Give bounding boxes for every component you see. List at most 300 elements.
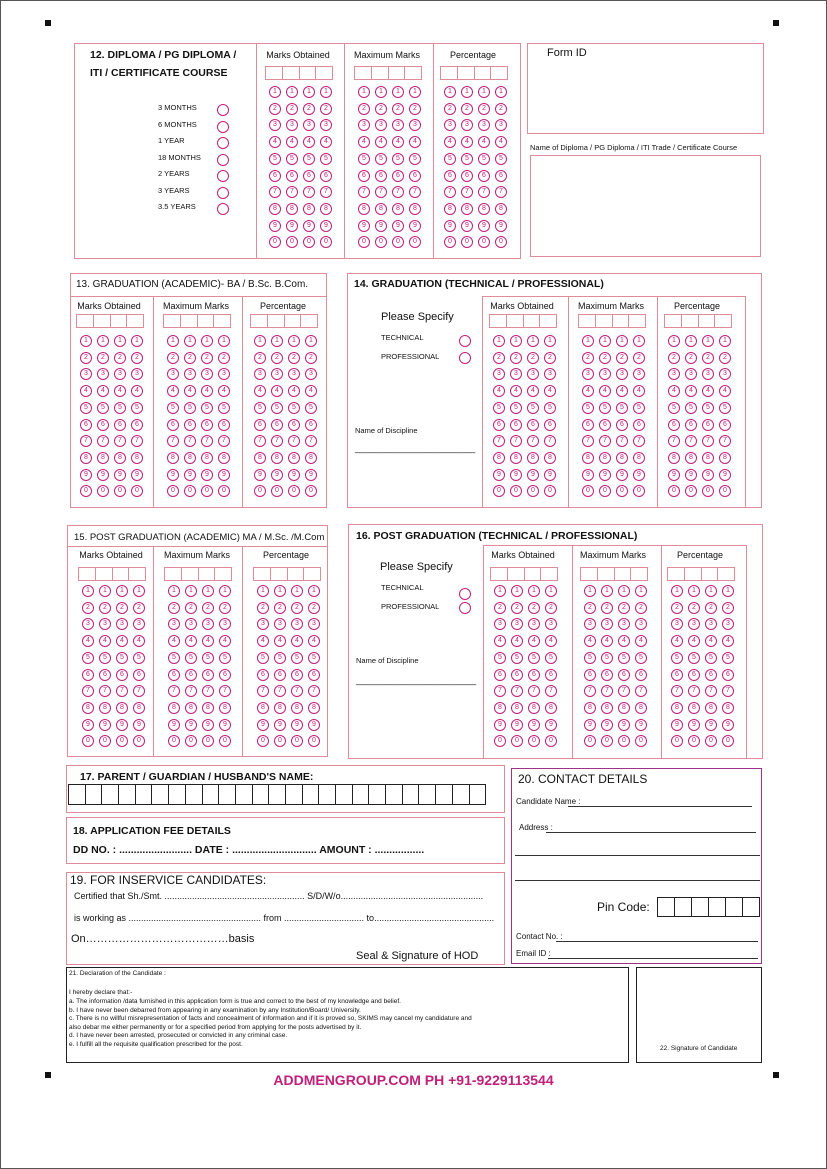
digit-bubble[interactable]: 5 [685,402,697,414]
duration-radio[interactable] [217,121,229,133]
application-fee-line[interactable]: DD NO. : ......................... DATE : ............................. AMOUNT : ................. [73,844,425,856]
digit-bubble[interactable]: 3 [633,368,645,380]
digit-bubble[interactable]: 7 [168,685,180,697]
candidate-name-line[interactable] [568,806,752,807]
digit-bubble[interactable]: 6 [288,419,300,431]
digit-bubble[interactable]: 6 [493,419,505,431]
digit-bubble[interactable]: 8 [375,203,387,215]
digit-bubble[interactable]: 5 [82,652,94,664]
digit-bubble[interactable]: 2 [99,602,111,614]
digit-bubble[interactable]: 0 [544,485,556,497]
digit-bubble[interactable]: 8 [116,702,128,714]
digit-bubble[interactable]: 5 [97,402,109,414]
digit-bubble[interactable]: 9 [478,220,490,232]
digit-bubble[interactable]: 3 [719,368,731,380]
duration-radio[interactable] [217,137,229,149]
score-cell[interactable] [199,568,216,580]
digit-bubble[interactable]: 3 [545,618,557,630]
digit-bubble[interactable]: 1 [444,86,456,98]
digit-bubble[interactable]: 7 [184,435,196,447]
score-cells-pct[interactable] [664,314,732,328]
digit-bubble[interactable]: 2 [582,352,594,364]
score-cell[interactable] [304,568,320,580]
score-cells-pct[interactable] [667,567,735,581]
digit-bubble[interactable]: 6 [167,419,179,431]
digit-bubble[interactable]: 8 [544,452,556,464]
digit-bubble[interactable]: 6 [599,419,611,431]
digit-bubble[interactable]: 8 [269,203,281,215]
digit-bubble[interactable]: 6 [303,170,315,182]
digit-bubble[interactable]: 0 [97,485,109,497]
digit-bubble[interactable]: 5 [392,153,404,165]
digit-bubble[interactable]: 4 [633,385,645,397]
digit-bubble[interactable]: 3 [308,618,320,630]
digit-bubble[interactable]: 7 [291,685,303,697]
digit-bubble[interactable]: 4 [705,635,717,647]
score-cell[interactable] [301,315,317,327]
digit-bubble[interactable]: 9 [461,220,473,232]
digit-bubble[interactable]: 3 [257,618,269,630]
digit-bubble[interactable]: 3 [705,618,717,630]
digit-bubble[interactable]: 0 [269,236,281,248]
digit-bubble[interactable]: 5 [167,402,179,414]
score-cell[interactable] [129,568,145,580]
digit-bubble[interactable]: 5 [271,402,283,414]
digit-bubble[interactable]: 0 [308,735,320,747]
digit-bubble[interactable]: 6 [274,669,286,681]
digit-bubble[interactable]: 1 [688,585,700,597]
inservice-line2[interactable]: is working as ..................................................... from ................................ to................................................ [74,913,495,923]
digit-bubble[interactable]: 9 [271,469,283,481]
digit-bubble[interactable]: 6 [97,419,109,431]
digit-bubble[interactable]: 8 [99,702,111,714]
digit-bubble[interactable]: 1 [82,585,94,597]
digit-bubble[interactable]: 3 [274,618,286,630]
digit-bubble[interactable]: 1 [303,86,315,98]
digit-bubble[interactable]: 5 [527,402,539,414]
name-cell[interactable] [236,785,253,804]
digit-bubble[interactable]: 5 [511,652,523,664]
score-cell[interactable] [685,568,702,580]
digit-bubble[interactable]: 1 [461,86,473,98]
digit-bubble[interactable]: 4 [219,635,231,647]
digit-bubble[interactable]: 3 [218,368,230,380]
digit-bubble[interactable]: 1 [478,86,490,98]
digit-bubble[interactable]: 8 [219,702,231,714]
name-cell[interactable] [203,785,220,804]
digit-bubble[interactable]: 8 [97,452,109,464]
digit-bubble[interactable]: 6 [544,419,556,431]
digit-bubble[interactable]: 1 [618,585,630,597]
digit-bubble[interactable]: 2 [461,103,473,115]
digit-bubble[interactable]: 4 [320,136,332,148]
score-cell[interactable] [288,568,305,580]
score-cells-marks[interactable] [76,314,144,328]
digit-bubble[interactable]: 8 [510,452,522,464]
digit-bubble[interactable]: 7 [219,685,231,697]
score-cell[interactable] [111,315,128,327]
digit-bubble[interactable]: 3 [601,618,613,630]
digit-bubble[interactable]: 7 [527,435,539,447]
digit-bubble[interactable]: 8 [218,452,230,464]
digit-bubble[interactable]: 3 [82,618,94,630]
digit-bubble[interactable]: 0 [320,236,332,248]
name-cell[interactable] [453,785,470,804]
digit-bubble[interactable]: 1 [305,335,317,347]
score-cell[interactable] [113,568,130,580]
name-cell[interactable] [269,785,286,804]
digit-bubble[interactable]: 9 [495,220,507,232]
score-cell[interactable] [615,568,632,580]
digit-bubble[interactable]: 5 [668,402,680,414]
digit-bubble[interactable]: 0 [291,735,303,747]
digit-bubble[interactable]: 2 [493,352,505,364]
digit-bubble[interactable]: 7 [254,435,266,447]
digit-bubble[interactable]: 7 [635,685,647,697]
digit-bubble[interactable]: 3 [635,618,647,630]
guardian-name-cells[interactable] [68,784,486,805]
digit-bubble[interactable]: 1 [392,86,404,98]
digit-bubble[interactable]: 6 [616,419,628,431]
digit-bubble[interactable]: 0 [184,485,196,497]
digit-bubble[interactable]: 5 [286,153,298,165]
digit-bubble[interactable]: 4 [202,635,214,647]
digit-bubble[interactable]: 6 [601,669,613,681]
digit-bubble[interactable]: 7 [616,435,628,447]
digit-bubble[interactable]: 0 [375,236,387,248]
digit-bubble[interactable]: 3 [358,119,370,131]
digit-bubble[interactable]: 3 [168,618,180,630]
digit-bubble[interactable]: 9 [702,469,714,481]
digit-bubble[interactable]: 3 [114,368,126,380]
digit-bubble[interactable]: 4 [527,385,539,397]
digit-bubble[interactable]: 7 [271,435,283,447]
digit-bubble[interactable]: 9 [601,719,613,731]
digit-bubble[interactable]: 8 [184,452,196,464]
digit-bubble[interactable]: 8 [527,452,539,464]
inservice-line3[interactable]: On…………………………………basis [71,933,255,945]
digit-bubble[interactable]: 1 [545,585,557,597]
digit-bubble[interactable]: 6 [269,170,281,182]
name-cell[interactable] [419,785,436,804]
digit-bubble[interactable]: 8 [133,702,145,714]
digit-bubble[interactable]: 1 [202,585,214,597]
digit-bubble[interactable]: 9 [184,469,196,481]
digit-bubble[interactable]: 2 [97,352,109,364]
technical-radio[interactable] [459,335,471,347]
score-cell[interactable] [508,568,525,580]
digit-bubble[interactable]: 6 [495,170,507,182]
digit-bubble[interactable]: 2 [444,103,456,115]
digit-bubble[interactable]: 8 [671,702,683,714]
score-cells-marks[interactable] [265,66,333,80]
digit-bubble[interactable]: 2 [601,602,613,614]
digit-bubble[interactable]: 7 [702,435,714,447]
duration-radio[interactable] [217,154,229,166]
digit-bubble[interactable]: 4 [257,635,269,647]
digit-bubble[interactable]: 5 [184,402,196,414]
score-cells-max[interactable] [580,567,648,581]
score-cell[interactable] [165,568,182,580]
digit-bubble[interactable]: 0 [168,735,180,747]
digit-bubble[interactable]: 2 [584,602,596,614]
digit-bubble[interactable]: 9 [719,469,731,481]
digit-bubble[interactable]: 7 [288,435,300,447]
score-cell[interactable] [215,568,231,580]
digit-bubble[interactable]: 0 [254,485,266,497]
digit-bubble[interactable]: 9 [201,469,213,481]
digit-bubble[interactable]: 6 [218,419,230,431]
digit-bubble[interactable]: 8 [131,452,143,464]
digit-bubble[interactable]: 3 [320,119,332,131]
score-cell[interactable] [96,568,113,580]
score-cell[interactable] [682,315,699,327]
digit-bubble[interactable]: 1 [133,585,145,597]
digit-bubble[interactable]: 4 [494,635,506,647]
digit-bubble[interactable]: 3 [80,368,92,380]
digit-bubble[interactable]: 9 [305,469,317,481]
digit-bubble[interactable]: 3 [478,119,490,131]
digit-bubble[interactable]: 3 [286,119,298,131]
pin-cell[interactable] [692,898,709,916]
digit-bubble[interactable]: 8 [202,702,214,714]
digit-bubble[interactable]: 2 [511,602,523,614]
digit-bubble[interactable]: 0 [444,236,456,248]
digit-bubble[interactable]: 0 [722,735,734,747]
pin-code-cells[interactable] [657,897,760,917]
digit-bubble[interactable]: 4 [599,385,611,397]
digit-bubble[interactable]: 1 [528,585,540,597]
digit-bubble[interactable]: 0 [114,485,126,497]
digit-bubble[interactable]: 1 [493,335,505,347]
score-cells-marks[interactable] [489,314,557,328]
score-cell[interactable] [94,315,111,327]
address-line[interactable] [515,880,760,881]
digit-bubble[interactable]: 1 [80,335,92,347]
digit-bubble[interactable]: 5 [254,402,266,414]
digit-bubble[interactable]: 0 [80,485,92,497]
digit-bubble[interactable]: 9 [392,220,404,232]
digit-bubble[interactable]: 9 [618,719,630,731]
digit-bubble[interactable]: 9 [254,469,266,481]
digit-bubble[interactable]: 7 [461,186,473,198]
digit-bubble[interactable]: 5 [545,652,557,664]
digit-bubble[interactable]: 0 [219,735,231,747]
name-cell[interactable] [119,785,136,804]
professional-radio[interactable] [459,602,471,614]
digit-bubble[interactable]: 4 [375,136,387,148]
digit-bubble[interactable]: 6 [271,419,283,431]
digit-bubble[interactable]: 6 [494,669,506,681]
digit-bubble[interactable]: 0 [688,735,700,747]
digit-bubble[interactable]: 4 [584,635,596,647]
digit-bubble[interactable]: 5 [719,402,731,414]
digit-bubble[interactable]: 3 [616,368,628,380]
digit-bubble[interactable]: 2 [495,103,507,115]
name-cell[interactable] [186,785,203,804]
digit-bubble[interactable]: 4 [544,385,556,397]
digit-bubble[interactable]: 6 [116,669,128,681]
digit-bubble[interactable]: 9 [375,220,387,232]
digit-bubble[interactable]: 9 [218,469,230,481]
digit-bubble[interactable]: 2 [702,352,714,364]
score-cell[interactable] [283,67,300,79]
digit-bubble[interactable]: 0 [705,735,717,747]
digit-bubble[interactable]: 5 [618,652,630,664]
digit-bubble[interactable]: 8 [668,452,680,464]
digit-bubble[interactable]: 2 [409,103,421,115]
digit-bubble[interactable]: 4 [184,385,196,397]
digit-bubble[interactable]: 3 [582,368,594,380]
digit-bubble[interactable]: 5 [510,402,522,414]
digit-bubble[interactable]: 3 [671,618,683,630]
digit-bubble[interactable]: 8 [320,203,332,215]
digit-bubble[interactable]: 5 [722,652,734,664]
digit-bubble[interactable]: 4 [601,635,613,647]
digit-bubble[interactable]: 8 [185,702,197,714]
digit-bubble[interactable]: 9 [219,719,231,731]
duration-radio[interactable] [217,203,229,215]
digit-bubble[interactable]: 4 [291,635,303,647]
digit-bubble[interactable]: 1 [511,585,523,597]
digit-bubble[interactable]: 2 [257,602,269,614]
digit-bubble[interactable]: 9 [185,719,197,731]
digit-bubble[interactable]: 5 [288,402,300,414]
digit-bubble[interactable]: 7 [131,435,143,447]
digit-bubble[interactable]: 8 [722,702,734,714]
score-cell[interactable] [198,315,215,327]
digit-bubble[interactable]: 7 [584,685,596,697]
digit-bubble[interactable]: 1 [218,335,230,347]
digit-bubble[interactable]: 9 [671,719,683,731]
digit-bubble[interactable]: 7 [308,685,320,697]
digit-bubble[interactable]: 1 [375,86,387,98]
digit-bubble[interactable]: 0 [271,485,283,497]
digit-bubble[interactable]: 2 [478,103,490,115]
digit-bubble[interactable]: 5 [582,402,594,414]
digit-bubble[interactable]: 9 [528,719,540,731]
digit-bubble[interactable]: 8 [288,452,300,464]
score-cell[interactable] [405,67,421,79]
digit-bubble[interactable]: 0 [635,735,647,747]
digit-bubble[interactable]: 4 [305,385,317,397]
digit-bubble[interactable]: 7 [269,186,281,198]
score-cell[interactable] [79,568,96,580]
digit-bubble[interactable]: 2 [303,103,315,115]
digit-bubble[interactable]: 7 [668,435,680,447]
digit-bubble[interactable]: 1 [510,335,522,347]
digit-bubble[interactable]: 7 [257,685,269,697]
digit-bubble[interactable]: 7 [82,685,94,697]
digit-bubble[interactable]: 4 [461,136,473,148]
name-cell[interactable] [152,785,169,804]
digit-bubble[interactable]: 8 [705,702,717,714]
digit-bubble[interactable]: 6 [114,419,126,431]
digit-bubble[interactable]: 9 [202,719,214,731]
digit-bubble[interactable]: 7 [133,685,145,697]
score-cell[interactable] [389,67,406,79]
digit-bubble[interactable]: 0 [392,236,404,248]
digit-bubble[interactable]: 4 [392,136,404,148]
digit-bubble[interactable]: 9 [116,719,128,731]
digit-bubble[interactable]: 1 [308,585,320,597]
digit-bubble[interactable]: 9 [80,469,92,481]
digit-bubble[interactable]: 8 [618,702,630,714]
digit-bubble[interactable]: 9 [409,220,421,232]
digit-bubble[interactable]: 9 [616,469,628,481]
discipline-line[interactable]: ________________________ [356,675,477,685]
digit-bubble[interactable]: 2 [545,602,557,614]
digit-bubble[interactable]: 0 [82,735,94,747]
digit-bubble[interactable]: 7 [303,186,315,198]
name-cell[interactable] [353,785,370,804]
digit-bubble[interactable]: 1 [291,585,303,597]
digit-bubble[interactable]: 1 [705,585,717,597]
digit-bubble[interactable]: 7 [375,186,387,198]
digit-bubble[interactable]: 8 [582,452,594,464]
digit-bubble[interactable]: 3 [303,119,315,131]
digit-bubble[interactable]: 4 [269,136,281,148]
digit-bubble[interactable]: 4 [545,635,557,647]
digit-bubble[interactable]: 9 [527,469,539,481]
digit-bubble[interactable]: 6 [671,669,683,681]
digit-bubble[interactable]: 9 [269,220,281,232]
digit-bubble[interactable]: 9 [257,719,269,731]
digit-bubble[interactable]: 6 [618,669,630,681]
digit-bubble[interactable]: 2 [544,352,556,364]
score-cell[interactable] [268,315,285,327]
name-cell[interactable] [219,785,236,804]
digit-bubble[interactable]: 8 [271,452,283,464]
digit-bubble[interactable]: 9 [510,469,522,481]
digit-bubble[interactable]: 8 [599,452,611,464]
digit-bubble[interactable]: 2 [218,352,230,364]
name-cell[interactable] [336,785,353,804]
digit-bubble[interactable]: 7 [116,685,128,697]
digit-bubble[interactable]: 3 [184,368,196,380]
digit-bubble[interactable]: 0 [478,236,490,248]
score-cells-max[interactable] [354,66,422,80]
score-cell[interactable] [271,568,288,580]
name-cell[interactable] [403,785,420,804]
digit-bubble[interactable]: 9 [167,469,179,481]
digit-bubble[interactable]: 5 [528,652,540,664]
digit-bubble[interactable]: 6 [668,419,680,431]
digit-bubble[interactable]: 6 [685,419,697,431]
score-cells-max[interactable] [163,314,231,328]
digit-bubble[interactable]: 7 [544,435,556,447]
digit-bubble[interactable]: 0 [545,735,557,747]
digit-bubble[interactable]: 4 [80,385,92,397]
name-cell[interactable] [386,785,403,804]
digit-bubble[interactable]: 0 [702,485,714,497]
digit-bubble[interactable]: 0 [495,236,507,248]
digit-bubble[interactable]: 4 [82,635,94,647]
digit-bubble[interactable]: 0 [719,485,731,497]
digit-bubble[interactable]: 5 [544,402,556,414]
address-line[interactable] [515,855,760,856]
digit-bubble[interactable]: 7 [478,186,490,198]
name-cell[interactable] [69,785,86,804]
digit-bubble[interactable]: 5 [635,652,647,664]
digit-bubble[interactable]: 2 [668,352,680,364]
digit-bubble[interactable]: 7 [599,435,611,447]
digit-bubble[interactable]: 8 [545,702,557,714]
score-cell[interactable] [475,67,492,79]
digit-bubble[interactable]: 2 [80,352,92,364]
digit-bubble[interactable]: 5 [269,153,281,165]
digit-bubble[interactable]: 7 [671,685,683,697]
